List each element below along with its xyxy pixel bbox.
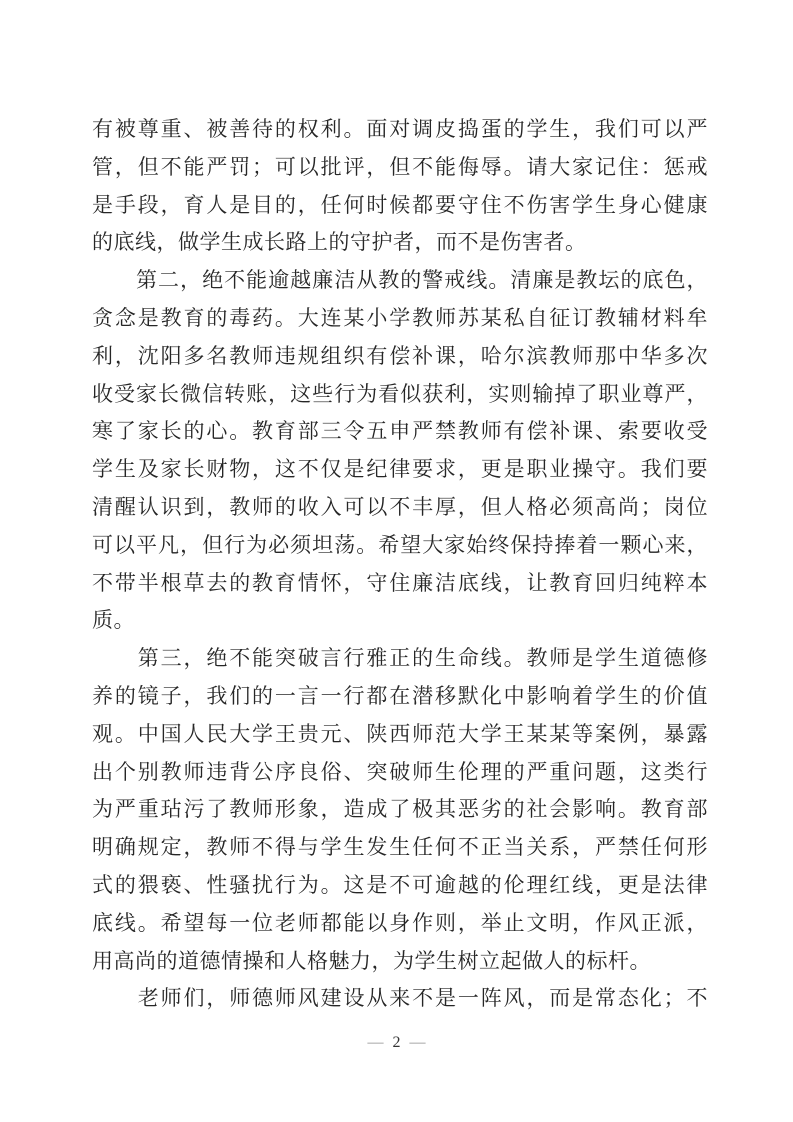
text-line: 贪念是教育的毒药。大连某小学教师苏某私自征订教辅材料牟 <box>92 305 708 330</box>
text-line: 利，沈阳多名教师违规组织有偿补课，哈尔滨教师那中华多次 <box>92 343 708 368</box>
footer-right-dash: — <box>409 1034 426 1051</box>
text-line: 的底线，做学生成长路上的守护者，而不是伤害者。 <box>92 230 587 255</box>
text-line: 可以平凡，但行为必须坦荡。希望大家始终保持捧着一颗心来， <box>92 532 708 557</box>
text-line: 清醒认识到，教师的收入可以不丰厚，但人格必须高尚；岗位 <box>92 494 708 519</box>
text-line: 质。 <box>92 608 135 633</box>
text-line: 是手段，育人是目的，任何时候都要守住不伤害学生身心健康 <box>92 192 708 217</box>
page-number: 2 <box>392 1034 401 1051</box>
text-line: 第三，绝不能突破言行雅正的生命线。教师是学生道德修 <box>92 646 708 671</box>
footer-left-dash: — <box>367 1034 384 1051</box>
text-line: 养的镜子，我们的一言一行都在潜移默化中影响着学生的价值 <box>92 683 708 708</box>
text-line: 为严重玷污了教师形象，造成了极其恶劣的社会影响。教育部 <box>92 797 708 822</box>
text-line: 不带半根草去的教育情怀，守住廉洁底线，让教育回归纯粹本 <box>92 570 708 595</box>
text-line: 用高尚的道德情操和人格魅力，为学生树立起做人的标杆。 <box>92 948 651 973</box>
text-line: 式的猥亵、性骚扰行为。这是不可逾越的伦理红线，更是法律 <box>92 872 708 897</box>
page-footer <box>0 1032 793 1054</box>
text-line: 明确规定，教师不得与学生发生任何不正当关系，严禁任何形 <box>92 835 708 860</box>
text-line: 寒了家长的心。教育部三令五申严禁教师有偿补课、索要收受 <box>92 419 708 444</box>
text-line: 底线。希望每一位老师都能以身作则，举止文明，作风正派， <box>92 910 708 935</box>
text-line: 出个别教师违背公序良俗、突破师生伦理的严重问题，这类行 <box>92 759 708 784</box>
text-line: 管，但不能严罚；可以批评，但不能侮辱。请大家记住：惩戒 <box>92 154 708 179</box>
text-line: 有被尊重、被善待的权利。面对调皮捣蛋的学生，我们可以严 <box>92 117 708 141</box>
text-line: 第二，绝不能逾越廉洁从教的警戒线。清廉是教坛的底色， <box>92 268 708 293</box>
text-line: 老师们，师德师风建设从来不是一阵风，而是常态化；不 <box>92 986 708 1011</box>
text-line: 观。中国人民大学王贵元、陕西师范大学王某某等案例，暴露 <box>92 721 708 746</box>
text-line: 收受家长微信转账，这些行为看似获利，实则输掉了职业尊严， <box>92 381 708 406</box>
text-line: 学生及家长财物，这不仅是纪律要求，更是职业操守。我们要 <box>92 457 708 482</box>
text-block <box>92 111 708 1018</box>
